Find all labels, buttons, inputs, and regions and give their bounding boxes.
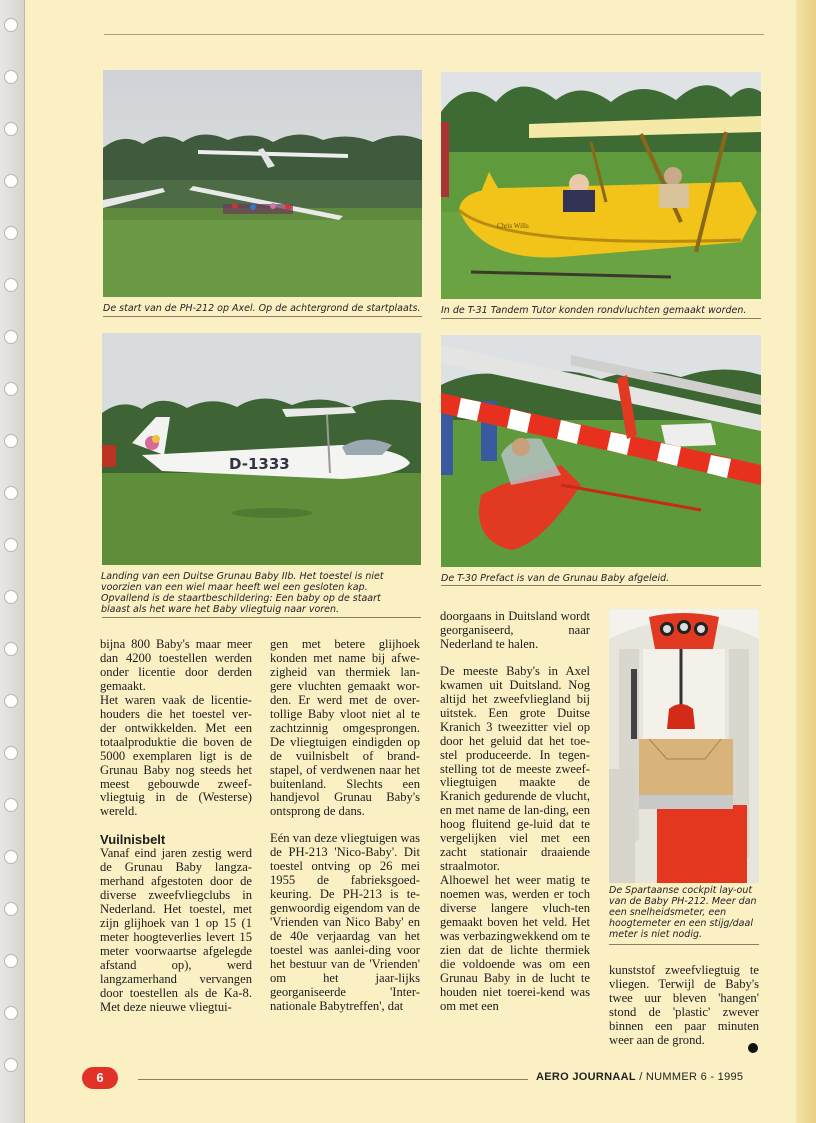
section-heading: Vuilnisbelt — [100, 832, 166, 848]
binder-hole — [4, 694, 18, 708]
tutor-fuselage-text: Chris Wills — [497, 222, 529, 230]
end-of-article-marker — [748, 1043, 758, 1053]
text-column-3 — [440, 610, 590, 1014]
paragraph: Alhoewel het weer matig te noemen was, werden er toch diverse langere vluch-ten gemaakt boven het veld. Het was verbazingwekkend om te zien dat de lichte thermiek die voldoende was om een Grunau Baby in de lucht te houden niet toerei-kend was om met een — [440, 873, 590, 1013]
caption-photo-grunau-landing: Landing van een Duitse Grunau Baby IIb. Het toestel is niet voorzien van een wiel maar heeft wel een gesloten kap. Opvallend is de staartbeschildering: Een baby op de staart blaast als het ware het Baby vliegtuig naar voren. — [101, 571, 384, 615]
text-column-1 — [100, 638, 252, 1015]
binder-hole — [4, 330, 18, 344]
paragraph: Vanaf eind jaren zestig werd de Grunau Baby langza-merhand afgestoten door de diverse zweefvliegclubs in Nederland. Het toestel, met zijn glijhoek van 1 op 15 (1 meter hoogteverlies levert 15 meter voorwaartse afgelegde afstand op), werd langzamerhand vervangen door toestellen als de Ka-8. Met deze nieuwe vliegtui- — [100, 846, 252, 1014]
photo-tandem-tutor — [441, 72, 761, 299]
binder-hole — [4, 590, 18, 604]
photo-cockpit — [609, 609, 759, 883]
header-rule — [104, 34, 764, 35]
photo-launch — [103, 70, 422, 297]
text-column-4 — [609, 964, 759, 1048]
caption-rule — [103, 316, 422, 317]
binder-hole — [4, 954, 18, 968]
photo-grunau-landing — [102, 333, 421, 565]
journal-title: AERO JOURNAAL — [536, 1071, 636, 1083]
caption-rule — [441, 585, 761, 586]
text-column-2 — [270, 638, 420, 1014]
paragraph: Eén van deze vliegtuigen was de PH-213 'Nico-Baby'. Dit toestel ontving op 26 mei 1955 de fabrieksgoed-keuring. De PH-213 is te-genwoordig eigendom van de 'Vrienden van Nico Baby' en de 40e verjaardag van het toestel was aanlei-ding voor het bestuur van de 'Vrienden' om het jaar-lijks georganiseerde 'Inter-nationale Babytreffen', dat — [270, 831, 420, 1013]
paragraph: De meeste Baby's in Axel kwamen uit Duitsland. Nog altijd het zweefvliegland bij uitstek. Een grote Duitse Kranich 3 tweezitter viel op door het geluid dat het toe-stel produceerde. In tegen-stelling tot de meeste zweef-vliegtuigen maakte de Kranich gedurende de vlucht, en met name de lan-ding, een hoog fluitend ge-luid dat te vergelijken viel met een zacht stationair draaiende straalmotor. — [440, 663, 590, 874]
binder-hole — [4, 798, 18, 812]
footer-rule — [138, 1079, 528, 1080]
caption-photo-cockpit: De Spartaanse cockpit lay-out van de Baby PH-212. Meer dan een snelheidsmeter, een hoogtemeter en een stijg/daal meter is niet nodig. — [609, 885, 757, 940]
paragraph: doorgaans in Duitsland wordt georganiseerd, naar Nederland te halen. — [440, 609, 590, 651]
binder-edge — [0, 0, 25, 1123]
binder-hole — [4, 278, 18, 292]
binder-hole — [4, 122, 18, 136]
paragraph: kunststof zweefvliegtuig te vliegen. Terwijl de Baby's twee uur bleven 'hangen' stond de 'plastic' zwever binnen een paar minuten weer aan de grond. — [609, 963, 759, 1047]
binder-hole — [4, 18, 18, 32]
journal-footer — [536, 1071, 743, 1083]
binder-hole — [4, 70, 18, 84]
photo-prefact — [441, 335, 761, 567]
binder-hole — [4, 538, 18, 552]
registration-label: D-1333 — [229, 455, 290, 473]
caption-rule — [609, 944, 759, 945]
binder-hole — [4, 486, 18, 500]
caption-photo-prefact: De T-30 Prefact is van de Grunau Baby afgeleid. — [441, 573, 670, 584]
page-edge — [796, 0, 816, 1123]
binder-hole — [4, 850, 18, 864]
paragraph: gen met betere glijhoek konden met name bij afwe-zigheid van thermiek lan-gere vluchten gemaakt wor-den. Er werd met de over-tollige Baby vloot niet al te zachtzinnig omgesprongen. De vliegtuigen eindigden op de vuilnisbelt of brand-stapel, of verdwenen naar het buitenland. Slechts een handjevol Grunau Baby's ontsprong de dans. — [270, 637, 420, 819]
binder-hole — [4, 1058, 18, 1072]
caption-rule — [441, 318, 761, 319]
binder-hole — [4, 226, 18, 240]
binder-hole — [4, 642, 18, 656]
paragraph: bijna 800 Baby's maar meer dan 4200 toestellen werden onder licentie door derden gemaakt. — [100, 637, 252, 693]
caption-photo-launch: De start van de PH-212 op Axel. Op de achtergrond de startplaats. — [103, 303, 421, 314]
caption-photo-tandem-tutor: In de T-31 Tandem Tutor konden rondvluchten gemaakt worden. — [441, 305, 747, 316]
paragraph: Het waren vaak de licentie-houders die het toestel ver-der ontwikkelden. Met een totaalproduktie die boven de 5000 exemplaren ligt is de Grunau Baby nog steeds het meest gebouwde zweef-vliegtuig in de (Westerse) wereld. — [100, 692, 252, 819]
binder-hole — [4, 902, 18, 916]
page-number: 6 — [82, 1067, 118, 1089]
binder-hole — [4, 434, 18, 448]
caption-rule — [102, 617, 421, 618]
journal-issue: / NUMMER 6 - 1995 — [639, 1071, 744, 1083]
binder-hole — [4, 746, 18, 760]
binder-hole — [4, 1006, 18, 1020]
binder-hole — [4, 174, 18, 188]
binder-hole — [4, 382, 18, 396]
